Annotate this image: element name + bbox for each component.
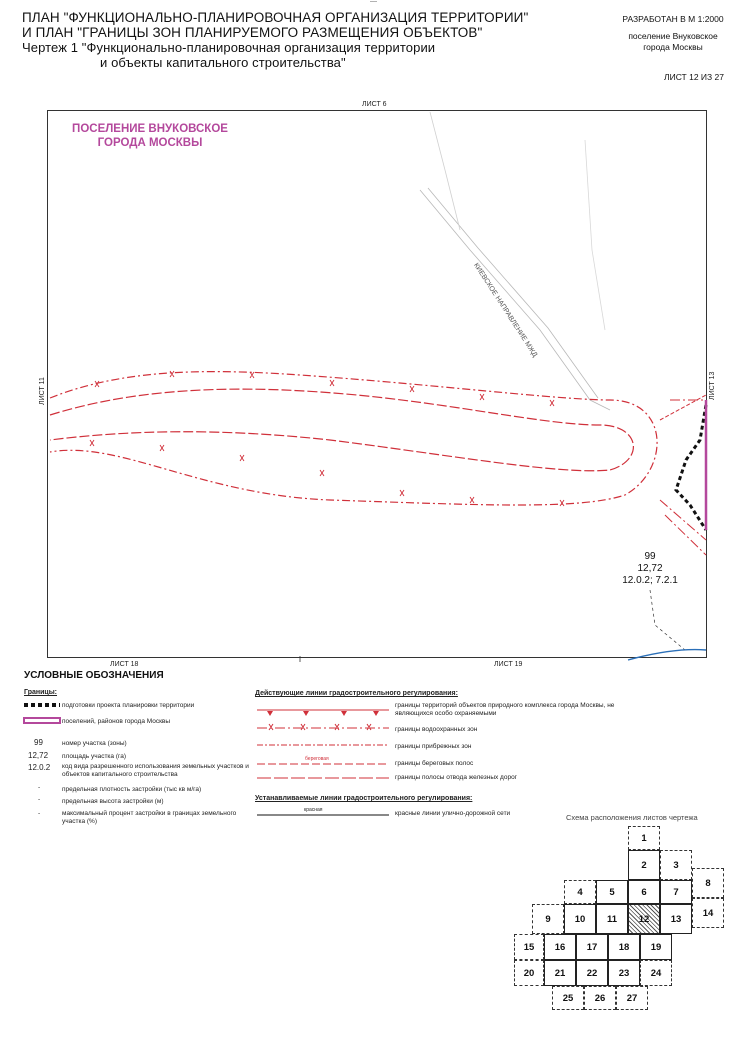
title-line-1: ПЛАН "ФУНКЦИОНАЛЬНО-ПЛАНИРОВОЧНАЯ ОРГАНИЗАЦИЯ ТЕРРИТОРИИ" <box>22 10 529 25</box>
scheme-cell-16: 16 <box>544 934 576 960</box>
scheme-cell-1: 1 <box>628 826 660 850</box>
legend-shore-label: береговая <box>305 756 329 762</box>
legend-symbol-code: 12.0.2 <box>28 763 51 772</box>
settlement-name-2: города Москвы <box>643 42 703 52</box>
legend-item-water-protection: границы водоохранных зон <box>395 726 478 733</box>
sheet-label-top: ЛИСТ 6 <box>362 101 387 108</box>
legend-symbol-number: 99 <box>34 738 43 747</box>
scheme-cell-26: 26 <box>584 986 616 1010</box>
scheme-cell-27: 27 <box>616 986 648 1010</box>
scheme-cell-5: 5 <box>596 880 628 904</box>
legend-symbol-percent: - <box>38 810 41 817</box>
scheme-cell-17: 17 <box>576 934 608 960</box>
scheme-cell-13: 13 <box>660 904 692 934</box>
scheme-cell-9: 9 <box>532 904 564 934</box>
legend-item-shore-strip: границы береговых полос <box>395 760 474 767</box>
top-marker: — <box>370 0 377 5</box>
legend-item-project-boundary: подготовки проекта планировки территории <box>62 702 195 709</box>
scheme-cell-18: 18 <box>608 934 640 960</box>
title-line-2: И ПЛАН "ГРАНИЦЫ ЗОН ПЛАНИРУЕМОГО РАЗМЕЩЕНИЯ ОБЪЕКТОВ" <box>22 25 483 40</box>
legend-item-density: предельная плотность застройки (тыс кв м/га) <box>62 786 202 793</box>
plot-number: 99 <box>644 551 656 562</box>
legend-red-line-label: красная <box>304 807 323 813</box>
plot-area: 12,72 <box>637 563 663 574</box>
scheme-cell-20: 20 <box>514 960 544 986</box>
legend-item-code: код вида разрешенного использования земельных участков и объектов капитального строительства <box>62 763 249 778</box>
sheet-label-bottom-right: ЛИСТ 19 <box>494 661 523 668</box>
scheme-cell-21: 21 <box>544 960 576 986</box>
scale-text: РАЗРАБОТАН В М 1:2000 <box>622 14 724 24</box>
legend-item-district-boundary: поселений, районов города Москвы <box>62 718 171 725</box>
legend-symbol-area: 12,72 <box>28 751 49 760</box>
scheme-cell-19: 19 <box>640 934 672 960</box>
scheme-cell-12-current: 12 <box>628 904 660 934</box>
legend-established-heading: Устанавливаемые линии градостроительного регулирования: <box>255 795 473 802</box>
title-line-4: и объекты капитального строительства" <box>100 55 346 70</box>
scheme-cell-23: 23 <box>608 960 640 986</box>
legend-item-red-line: красные линии улично-дорожной сети <box>395 810 511 817</box>
legend-symbol-density: - <box>38 784 41 791</box>
legend-item-area: площадь участка (га) <box>62 753 127 760</box>
sheet-label-left: ЛИСТ 11 <box>39 377 46 405</box>
legend-item-coastal: границы прибрежных зон <box>395 743 472 750</box>
scheme-cell-6: 6 <box>628 880 660 904</box>
scheme-cell-3: 3 <box>660 850 692 880</box>
scheme-cell-2: 2 <box>628 850 660 880</box>
settlement-label-line-1: ПОСЕЛЕНИЕ ВНУКОВСКОЕ <box>72 123 228 135</box>
scheme-cell-22: 22 <box>576 960 608 986</box>
settlement-label-line-2: ГОРОДА МОСКВЫ <box>97 137 203 149</box>
scheme-title: Схема расположения листов чертежа <box>566 813 698 822</box>
legend-item-natural-complex: границы территорий объектов природного комплекса города Москвы, не являющихся особо охраняемыми <box>395 702 615 717</box>
legend-item-railway-strip: границы полосы отвода железных дорог <box>395 774 518 781</box>
settlement-name-1: поселение Внуковское <box>628 31 718 41</box>
legend-item-number: номер участка (зоны) <box>62 740 127 747</box>
legend-item-height: предельная высота застройки (м) <box>62 798 164 805</box>
sheet-number: ЛИСТ 12 ИЗ 27 <box>664 72 724 82</box>
scheme-cell-11: 11 <box>596 904 628 934</box>
legend-item-percent: максимальный процент застройки в границах земельного участка (%) <box>62 810 237 825</box>
title-line-3: Чертеж 1 "Функционально-планировочная организация территории <box>22 40 436 55</box>
legend-existing-heading: Действующие линии градостроительного регулирования: <box>255 690 458 697</box>
scheme-cell-14: 14 <box>692 898 724 928</box>
legend-boundaries-heading: Границы: <box>24 689 58 696</box>
scheme-cell-7: 7 <box>660 880 692 904</box>
scheme-cell-4: 4 <box>564 880 596 904</box>
legend-symbol-height: - <box>38 796 41 803</box>
sheet-label-right: ЛИСТ 13 <box>709 371 716 400</box>
scheme-cell-24: 24 <box>640 960 672 986</box>
scheme-cell-8: 8 <box>692 868 724 898</box>
scheme-cell-25: 25 <box>552 986 584 1010</box>
scheme-cell-15: 15 <box>514 934 544 960</box>
railway-label: КИЕВСКОЕ НАПРАВЛЕНИЕ МЖД <box>472 262 539 359</box>
scheme-cell-10: 10 <box>564 904 596 934</box>
legend-title: УСЛОВНЫЕ ОБОЗНАЧЕНИЯ <box>24 670 164 681</box>
plot-codes: 12.0.2; 7.2.1 <box>622 575 678 586</box>
sheet-label-bottom-left: ЛИСТ 18 <box>110 661 139 668</box>
